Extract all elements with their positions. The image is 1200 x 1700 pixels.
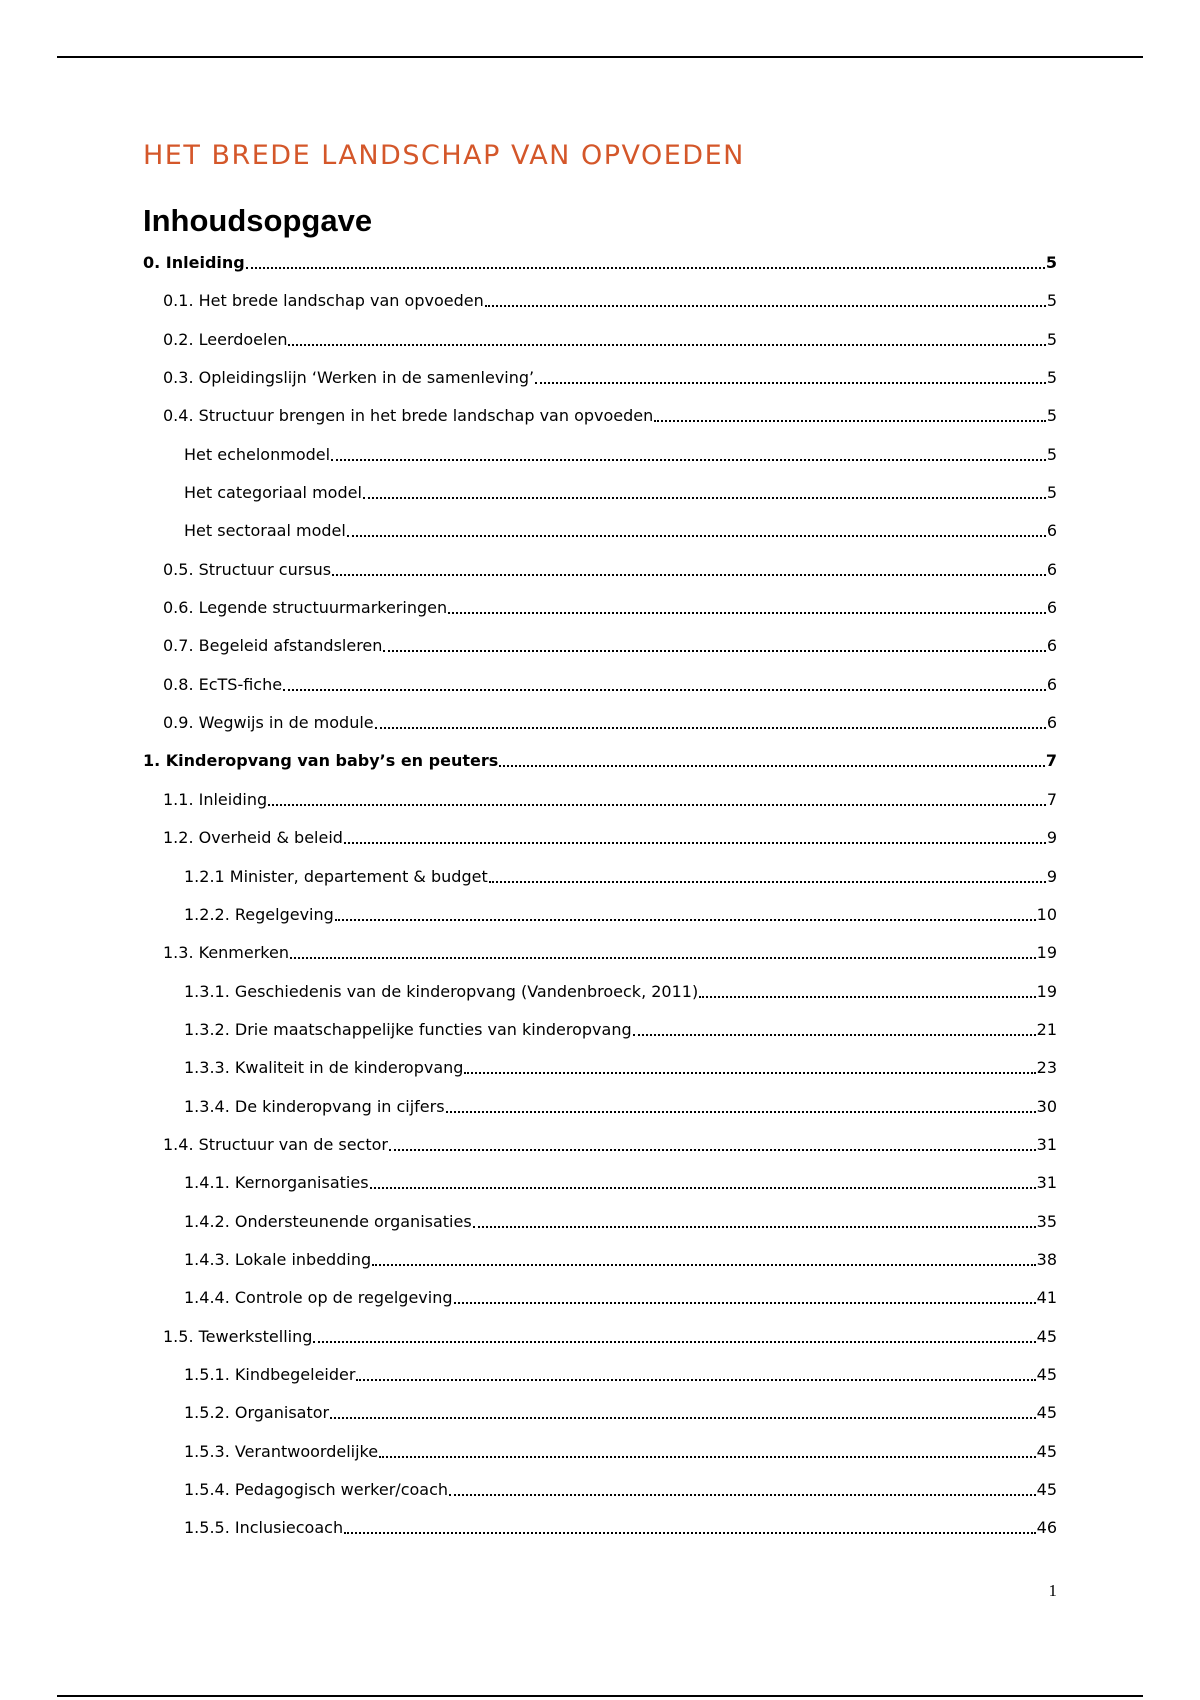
toc-entry-label: 1. Kinderopvang van baby’s en peuters	[143, 751, 499, 771]
toc-entry-label: 1.5.4. Pedagogisch werker/coach	[184, 1480, 449, 1499]
toc-dot-leader	[356, 1365, 1035, 1381]
toc-entry[interactable]	[143, 1365, 1057, 1403]
toc-entry[interactable]	[143, 713, 1057, 751]
toc-entry-label: 1.5.2. Organisator	[184, 1403, 330, 1423]
toc-entry-label: 1.5.1. Kindbegeleider	[184, 1364, 356, 1384]
toc-entry-page: 19	[1036, 981, 1057, 1001]
toc-entry-page: 5	[1046, 368, 1057, 388]
toc-dot-leader	[449, 1480, 1036, 1496]
toc-dot-leader	[372, 1250, 1036, 1266]
toc-entry-label: Het echelonmodel	[184, 444, 331, 464]
toc-entry-page: 5	[1045, 253, 1057, 272]
toc-entry-label: 0.9. Wegwijs in de module	[163, 713, 374, 733]
toc-entry-label: 0.3. Opleidingslijn ‘Werken in de samenleving’	[163, 368, 535, 388]
toc-entry-label: 0.8. EcTS-fiche	[163, 674, 283, 694]
toc-entry-label: Het sectoraal model	[184, 521, 346, 541]
toc-dot-leader	[464, 1058, 1035, 1074]
toc-entry-label: 0.7. Begeleid afstandsleren	[163, 636, 383, 656]
toc-dot-leader	[383, 636, 1045, 652]
toc-entry-page: 45	[1036, 1364, 1057, 1384]
toc-entry-page: 5	[1046, 444, 1057, 464]
toc-entry-label: 0.6. Legende structuurmarkeringen	[163, 598, 448, 618]
toc-dot-leader	[654, 406, 1046, 422]
toc-dot-leader	[489, 867, 1046, 883]
toc-entry-label: 1.3.1. Geschiedenis van de kinderopvang (Vandenbroeck, 2011)	[184, 981, 699, 1001]
toc-dot-leader	[473, 1212, 1036, 1228]
toc-entry[interactable]	[143, 445, 1057, 483]
toc-dot-leader	[370, 1173, 1036, 1189]
toc-entry-page: 6	[1046, 598, 1057, 618]
toc-entry-page: 6	[1046, 636, 1057, 656]
toc-entry-label: 1.3.2. Drie maatschappelijke functies van kinderopvang	[184, 1019, 632, 1039]
toc-entry-page: 6	[1046, 674, 1057, 694]
toc-entry-label: 1.5.5. Inclusiecoach	[184, 1518, 344, 1538]
toc-entry[interactable]	[143, 406, 1057, 444]
toc-entry-page: 5	[1046, 291, 1057, 311]
toc-entry-label: 1.2. Overheid & beleid	[163, 828, 343, 848]
toc-dot-leader	[379, 1442, 1036, 1458]
toc-entry[interactable]	[143, 1058, 1057, 1096]
toc-entry[interactable]	[143, 598, 1057, 636]
toc-entry-label: 1.1. Inleiding	[163, 789, 268, 809]
toc-entry-page: 5	[1046, 406, 1057, 426]
toc-entry-page: 6	[1046, 713, 1057, 733]
toc-dot-leader	[288, 330, 1045, 346]
toc-entry-page: 45	[1036, 1441, 1057, 1461]
toc-entry-label: 1.3. Kenmerken	[163, 943, 289, 963]
toc-dot-leader	[344, 828, 1046, 844]
toc-dot-leader	[344, 1518, 1036, 1534]
toc-dot-leader	[446, 1097, 1036, 1113]
footer-rule	[57, 1695, 1143, 1697]
toc-entry[interactable]	[143, 905, 1057, 943]
toc-dot-leader	[375, 713, 1046, 729]
toc-entry-page: 31	[1036, 1134, 1057, 1154]
toc-dot-leader	[246, 253, 1045, 269]
toc-entry[interactable]	[143, 1212, 1057, 1250]
toc-entry-label: 1.4.1. Kernorganisaties	[184, 1173, 369, 1193]
toc-dot-leader	[290, 943, 1036, 959]
toc-entry-page: 21	[1036, 1019, 1057, 1039]
page-number: 1	[1048, 1581, 1057, 1600]
toc-entry-page: 7	[1046, 789, 1057, 809]
toc-entry-label: 1.3.3. Kwaliteit in de kinderopvang	[184, 1058, 464, 1078]
toc-entry[interactable]	[143, 1097, 1057, 1135]
toc-entry-label: 1.4. Structuur van de sector	[163, 1134, 388, 1154]
toc-entry-label: 1.4.4. Controle op de regelgeving	[184, 1288, 453, 1308]
toc-entry[interactable]	[143, 1442, 1057, 1480]
toc-entry-page: 7	[1045, 751, 1057, 771]
toc-dot-leader	[283, 675, 1046, 691]
toc-entry[interactable]	[143, 1250, 1057, 1288]
toc-entry-label: 1.2.2. Regelgeving	[184, 904, 334, 924]
toc-dot-leader	[330, 1403, 1036, 1419]
toc-entry[interactable]	[143, 560, 1057, 598]
table-of-contents	[143, 253, 1057, 1557]
toc-entry[interactable]	[143, 828, 1057, 866]
toc-dot-leader	[485, 291, 1046, 307]
toc-dot-leader	[268, 790, 1046, 806]
toc-entry-label: 0. Inleiding	[143, 253, 245, 272]
toc-entry-page: 23	[1036, 1058, 1057, 1078]
toc-entry[interactable]	[143, 675, 1057, 713]
toc-entry-page: 19	[1036, 943, 1057, 963]
toc-entry[interactable]	[143, 943, 1057, 981]
toc-entry[interactable]	[143, 1020, 1057, 1058]
toc-entry-label: 1.2.1 Minister, departement & budget	[184, 866, 488, 886]
toc-entry[interactable]	[143, 253, 1057, 291]
toc-entry-page: 5	[1046, 483, 1057, 503]
toc-entry-page: 41	[1036, 1288, 1057, 1308]
toc-entry[interactable]	[143, 982, 1057, 1020]
toc-entry-label: 1.5. Tewerkstelling	[163, 1326, 313, 1346]
toc-dot-leader	[454, 1288, 1036, 1304]
toc-entry-page: 45	[1036, 1480, 1057, 1499]
toc-dot-leader	[332, 560, 1046, 576]
toc-entry-page: 45	[1036, 1403, 1057, 1423]
toc-entry[interactable]	[143, 790, 1057, 828]
toc-dot-leader	[313, 1327, 1035, 1343]
toc-entry-label: 1.5.3. Verantwoordelijke	[184, 1441, 379, 1461]
toc-entry[interactable]	[143, 1288, 1057, 1326]
toc-entry[interactable]	[143, 1327, 1057, 1365]
toc-entry[interactable]	[143, 1135, 1057, 1173]
toc-entry[interactable]	[143, 867, 1057, 905]
toc-entry-page: 45	[1036, 1326, 1057, 1346]
toc-entry[interactable]	[143, 483, 1057, 521]
toc-entry-label: 1.4.2. Ondersteunende organisaties	[184, 1211, 472, 1231]
toc-dot-leader	[633, 1020, 1036, 1036]
toc-dot-leader	[448, 598, 1046, 614]
toc-entry[interactable]	[143, 291, 1057, 329]
toc-dot-leader	[347, 521, 1046, 537]
toc-entry-page: 10	[1036, 904, 1057, 924]
toc-entry-page: 35	[1036, 1211, 1057, 1231]
toc-entry[interactable]	[143, 1518, 1057, 1556]
toc-entry-label: 1.3.4. De kinderopvang in cijfers	[184, 1096, 445, 1116]
toc-entry[interactable]	[143, 1480, 1057, 1518]
toc-entry-label: 0.1. Het brede landschap van opvoeden	[163, 291, 484, 311]
toc-entry-page: 46	[1036, 1518, 1057, 1538]
toc-dot-leader	[363, 483, 1046, 499]
toc-entry[interactable]	[143, 751, 1057, 789]
toc-entry-page: 38	[1036, 1249, 1057, 1269]
document-title: HET BREDE LANDSCHAP VAN OPVOEDEN	[143, 140, 745, 171]
toc-entry-page: 30	[1036, 1096, 1057, 1116]
toc-dot-leader	[331, 445, 1046, 461]
toc-dot-leader	[335, 905, 1036, 921]
toc-dot-leader	[699, 982, 1035, 998]
toc-entry-page: 9	[1046, 866, 1057, 886]
toc-entry[interactable]	[143, 521, 1057, 559]
toc-entry-page: 6	[1046, 559, 1057, 579]
toc-entry-page: 9	[1046, 828, 1057, 848]
toc-entry[interactable]	[143, 1173, 1057, 1211]
toc-entry[interactable]	[143, 368, 1057, 406]
toc-entry-label: Het categoriaal model	[184, 483, 362, 503]
toc-heading: Inhoudsopgave	[143, 203, 373, 238]
toc-entry-page: 6	[1046, 521, 1057, 541]
toc-entry-label: 0.5. Structuur cursus	[163, 559, 332, 579]
toc-entry-page: 5	[1046, 329, 1057, 349]
toc-dot-leader	[499, 751, 1045, 767]
toc-dot-leader	[535, 368, 1046, 384]
toc-entry-page: 31	[1036, 1173, 1057, 1193]
toc-entry-label: 1.4.3. Lokale inbedding	[184, 1249, 372, 1269]
toc-entry-label: 0.2. Leerdoelen	[163, 329, 288, 349]
toc-dot-leader	[389, 1135, 1036, 1151]
toc-entry[interactable]	[143, 330, 1057, 368]
header-rule	[57, 56, 1143, 58]
toc-entry-label: 0.4. Structuur brengen in het brede landschap van opvoeden	[163, 406, 654, 426]
toc-entry[interactable]	[143, 636, 1057, 674]
toc-entry[interactable]	[143, 1403, 1057, 1441]
